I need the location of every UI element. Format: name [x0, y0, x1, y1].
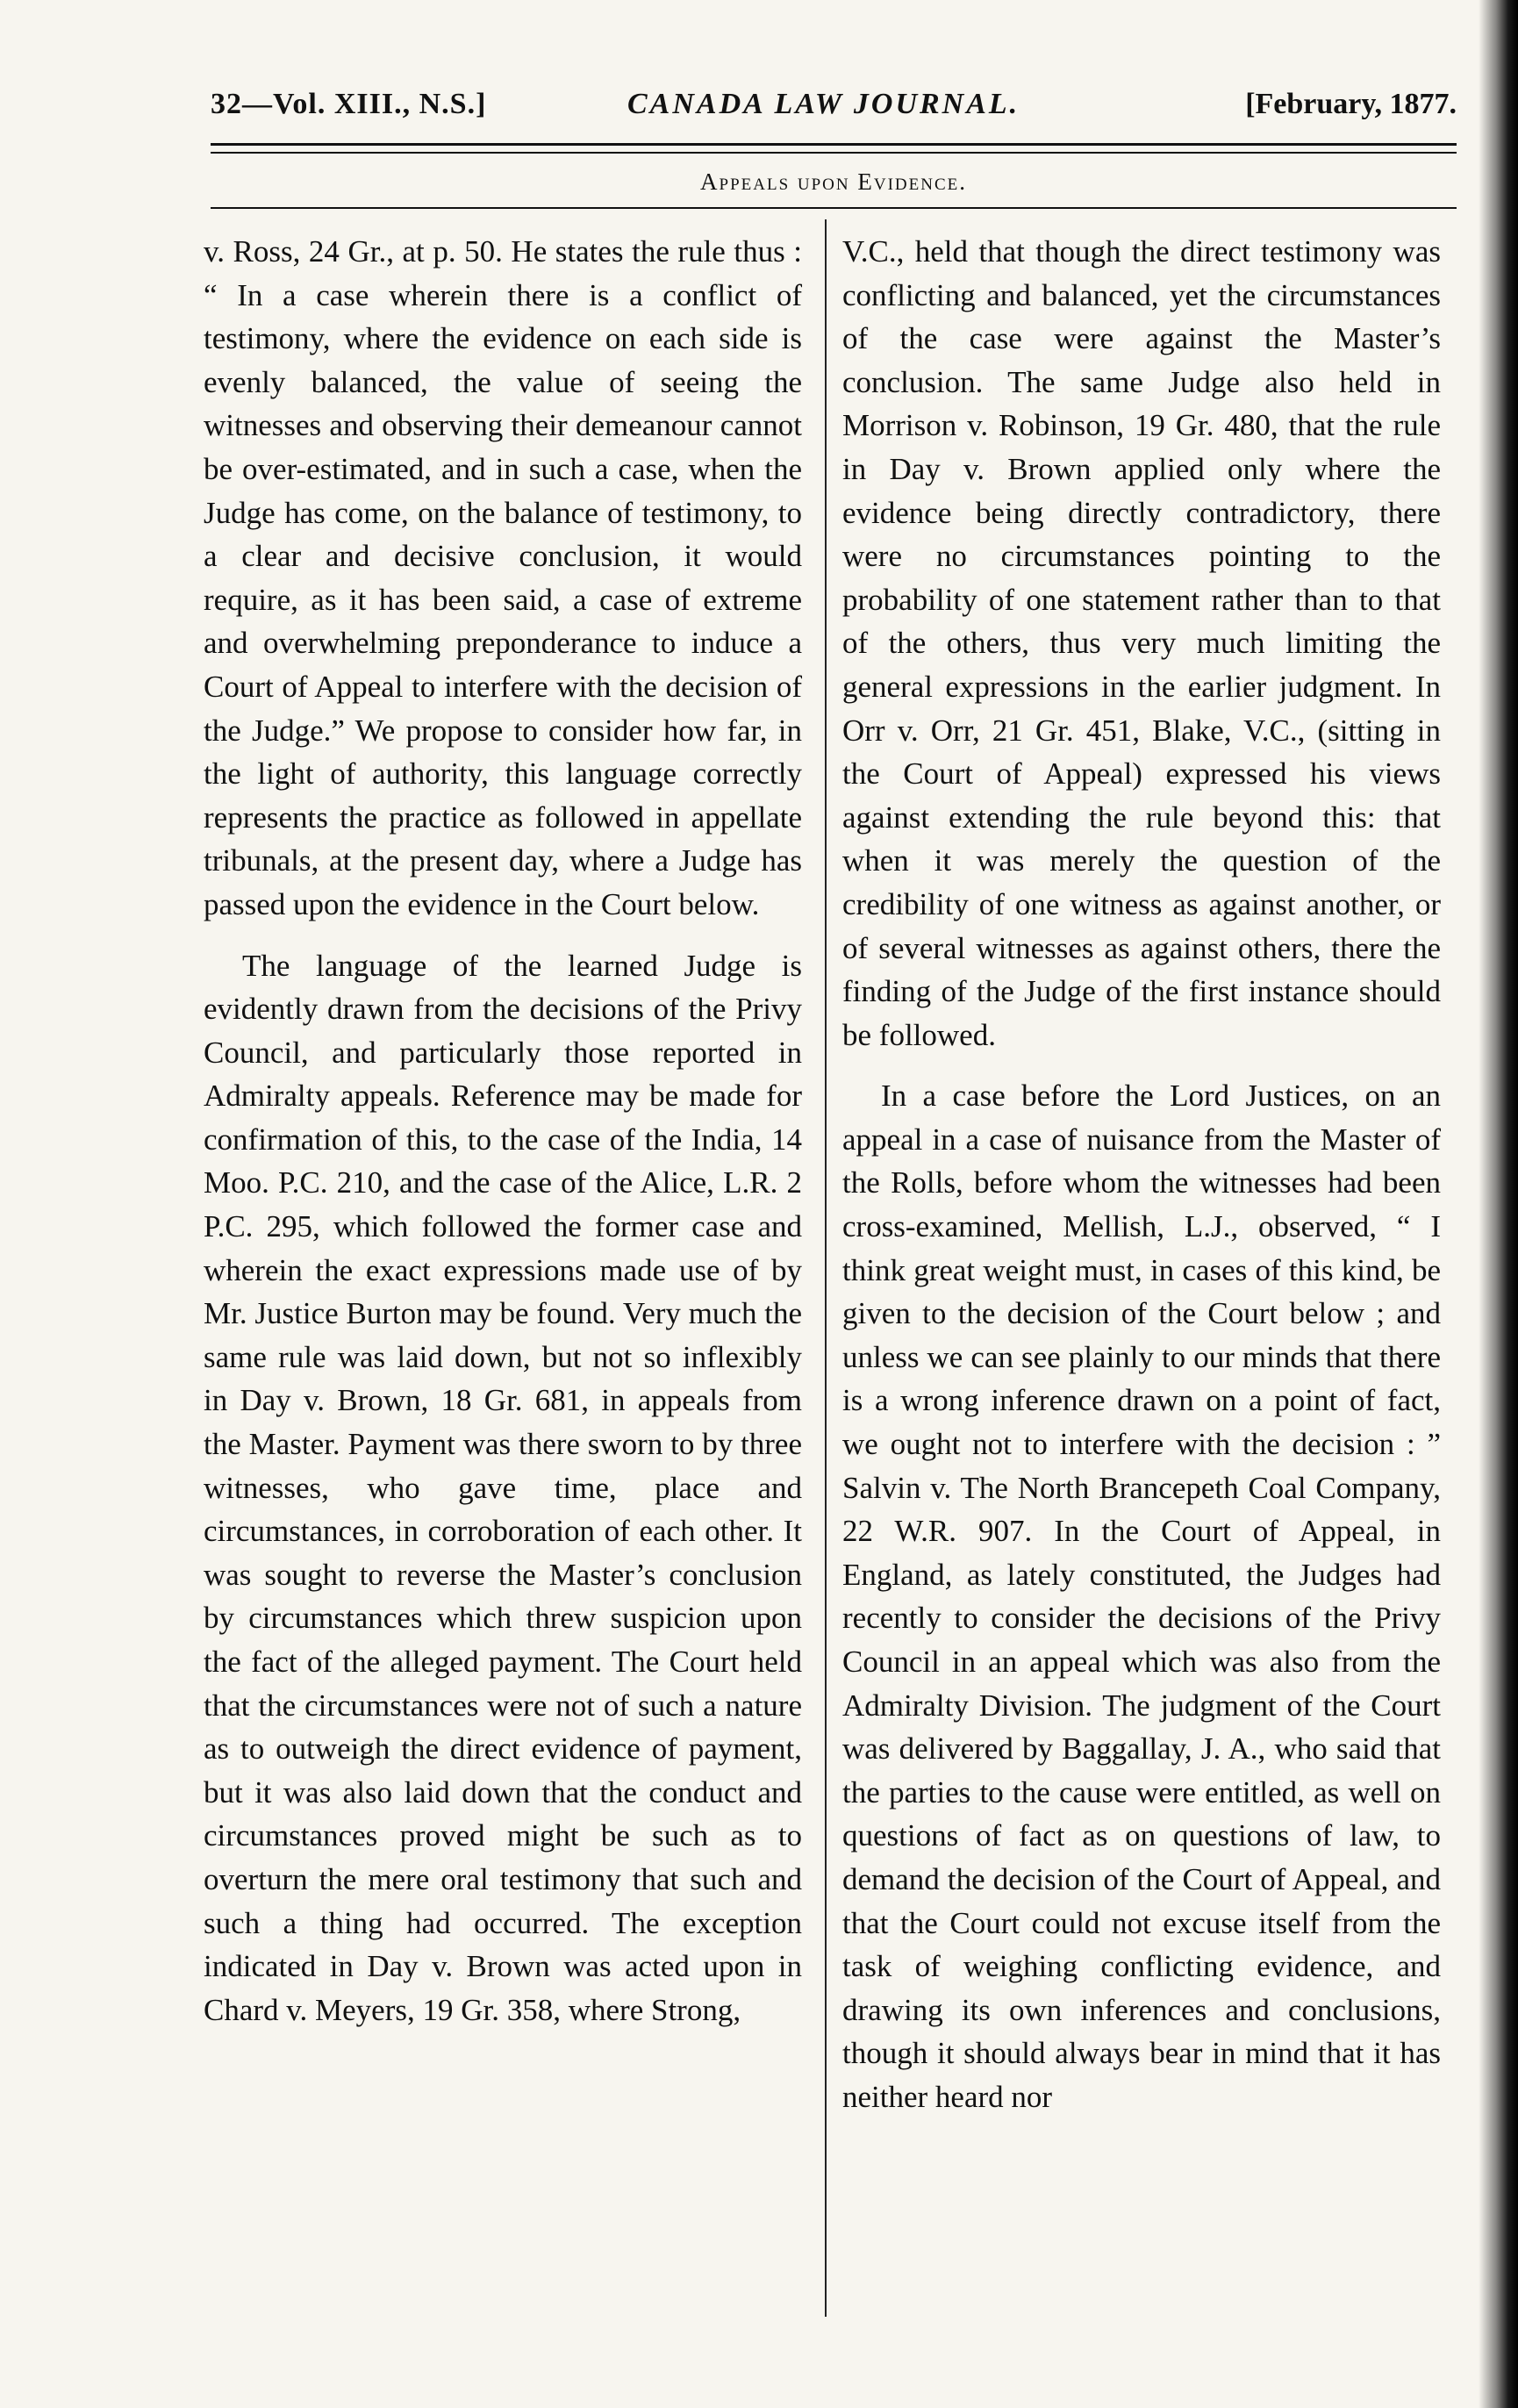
column-divider [825, 219, 827, 2317]
page-number-volume: 32—Vol. XIII., N.S.] [211, 88, 487, 120]
paragraph: v. Ross, 24 Gr., at p. 50. He states the rule thus : “ In a case wherein there is a conflict of testimony, where the evidence on each side is evenly balanced, the value of seeing the witnesses and observing their demeanour cannot be over-estimated, and in such a case, when the Judge has come, on the balance of testimony, to a clear and decisive conclusion, it would require, as it has been said, a case of extreme and overwhelming preponderance to induce a Court of Appeal to interfere with the decision of the Judge.” We propose to consider how far, in the light of authority, this language correctly represents the practice as followed in appellate tribunals, at the present day, where a Judge has passed upon the evidence in the Court below. [204, 234, 802, 921]
paragraph: In a case before the Lord Justices, on an appeal in a case of nuisance from the Master of the Rolls, before whom the witnesses had been cross-examined, Mellish, L.J., observed, “ I think great weight must, in cases of this kind, be given to the decision of the Court below ; and unless we can see plainly to our minds that there is a wrong inference drawn on a point of fact, we ought not to interfere with the decision : ” Salvin v. The North Brancepeth Coal Company, 22 W.R. 907. In the Court of Appeal, in England, as lately constituted, the Judges had recently to consider the decisions of the Privy Council in an appeal which was also from the Admiralty Division. The judgment of the Court was delivered by Baggallay, J. A., who said that the parties to the cause were entitled, as well on questions of fact as on questions of law, to demand the decision of the Court of Appeal, and that the Court could not excuse itself from the task of weighing conflicting evidence, and drawing its own inferences and conclusions, though it should always bear in mind that it has neither heard nor [842, 1079, 1441, 2114]
issue-date: [February, 1877. [1245, 88, 1457, 120]
paragraph: The language of the learned Judge is evidently drawn from the decisions of the Privy Council, and particularly those reported in Admiralty appeals. Reference may be made for confirmation of this, to the case of the India, 14 Moo. P.C. 210, and the case of the Alice, L.R. 2 P.C. 295, which followed the former case and wherein the exact expressions made use of by Mr. Justice Burton may be found. Very much the same rule was laid down, but not so inflexibly in Day v. Brown, 18 Gr. 681, in appeals from the Master. Payment was there sworn to by three witnesses, who gave time, place and circumstances, in corroboration of each other. It was sought to reverse the Master’s conclusion by circumstances which threw suspicion upon the fact of the alleged payment. The Court held that the circumstances were not of such a nature as to outweigh the direct evidence of payment, but it was also laid down that the conduct and circumstances proved might be such as to overturn the mere oral testimony that such and such a thing had occurred. The exception indicated in Day v. Brown was acted upon in Chard v. Meyers, 19 Gr. 358, where Strong, [204, 948, 802, 2027]
left-column [204, 230, 802, 2032]
journal-title: CANADA LAW JOURNAL. [627, 88, 1020, 120]
running-header [211, 88, 1457, 140]
header-double-rule [211, 143, 1457, 154]
section-rule [211, 207, 1457, 209]
section-title: Appeals upon Evidence. [700, 168, 967, 195]
paragraph: V.C., held that though the direct testimony was conflicting and balanced, yet the circumstances of the case were against the Master’s conclusion. The same Judge also held in Morrison v. Robinson, 19 Gr. 480, that the rule in Day v. Brown applied only where the evidence being directly contradictory, there were no circumstances pointing to the probability of one statement rather than to that of the others, thus very much limiting the general expressions in the earlier judgment. In Orr v. Orr, 21 Gr. 451, Blake, V.C., (sitting in the Court of Appeal) expressed his views against extending the rule beyond this: that when it was merely the question of the credibility of one witness as against another, or of several witnesses as against others, there the finding of the Judge of the first instance should be followed. [842, 234, 1441, 1052]
scan-edge-shadow [1479, 0, 1518, 2408]
right-column [842, 230, 1441, 2119]
